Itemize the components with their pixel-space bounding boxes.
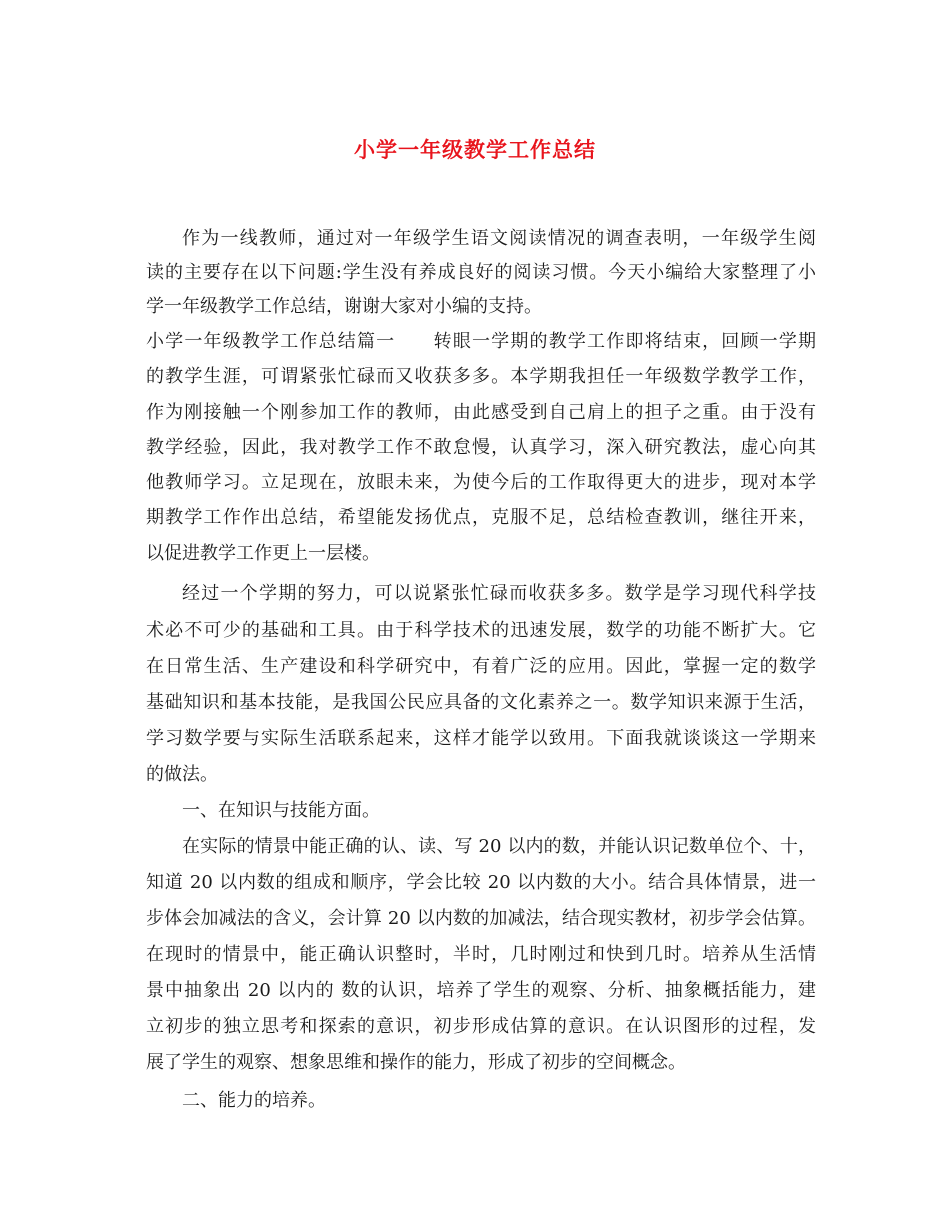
paragraph-line: 教学经验，因此，我对教学工作不敢怠慢，认真学习，深入研究教法，虚心向其 bbox=[146, 437, 816, 458]
paragraph-line: 作为一线教师，通过对一年级学生语文阅读情况的调查表明，一年级学生阅 bbox=[182, 228, 816, 249]
section-heading: 一、在知识与技能方面。 bbox=[182, 800, 380, 821]
paragraph-line: 他教师学习。立足现在，放眼未来，为使今后的工作取得更大的进步，现对本学 bbox=[146, 472, 816, 493]
paragraph-line: 术必不可少的基础和工具。由于科学技术的迅速发展，数学的功能不断扩大。它 bbox=[146, 620, 816, 641]
paragraph-line: 的做法。 bbox=[146, 764, 218, 785]
document-title: 小学一年级教学工作总结 bbox=[354, 137, 596, 162]
paragraph-line: 立初步的独立思考和探索的意识，初步形成估算的意识。在认识图形的过程，发 bbox=[146, 1016, 816, 1037]
section-heading: 二、能力的培养。 bbox=[182, 1090, 326, 1111]
paragraph-line: 知道 20 以内数的组成和顺序，学会比较 20 以内数的大小。结合具体情景，进一 bbox=[146, 872, 816, 893]
paragraph-line: 在实际的情景中能正确的认、读、写 20 以内的数，并能认识记数单位个、十， bbox=[182, 836, 816, 857]
paragraph-line: 在现时的情景中，能正确认识整时，半时，几时刚过和快到几时。培养从生活情 bbox=[146, 944, 816, 965]
paragraph-line: 展了学生的观察、想象思维和操作的能力，形成了初步的空间概念。 bbox=[146, 1052, 686, 1073]
paragraph-line: 以促进教学工作更上一层楼。 bbox=[146, 543, 380, 564]
paragraph-line: 在日常生活、生产建设和科学研究中，有着广泛的应用。因此，掌握一定的数学 bbox=[146, 656, 816, 677]
paragraph-line: 基础知识和基本技能，是我国公民应具备的文化素养之一。数学知识来源于生活， bbox=[146, 692, 816, 713]
paragraph-line: 景中抽象出 20 以内的 数的认识，培养了学生的观察、分析、抽象概括能力，建 bbox=[146, 980, 816, 1001]
paragraph-line: 学习数学要与实际生活联系起来，这样才能学以致用。下面我就谈谈这一学期来 bbox=[146, 728, 816, 749]
paragraph-line: 学一年级教学工作总结，谢谢大家对小编的支持。 bbox=[146, 296, 542, 317]
paragraph-line: 的教学生涯，可谓紧张忙碌而又收获多多。本学期我担任一年级数学教学工作， bbox=[146, 366, 816, 387]
paragraph-line: 步体会加减法的含义，会计算 20 以内数的加减法，结合现实教材，初步学会估算。 bbox=[146, 908, 816, 929]
paragraph-line: 小学一年级教学工作总结篇一 转眼一学期的教学工作即将结束，回顾一学期 bbox=[146, 331, 816, 352]
paragraph-line: 期教学工作作出总结，希望能发扬优点，克服不足，总结检查教训，继往开来， bbox=[146, 507, 816, 528]
paragraph-line: 经过一个学期的努力，可以说紧张忙碌而收获多多。数学是学习现代科学技 bbox=[182, 583, 816, 604]
paragraph-line: 读的主要存在以下问题:学生没有养成良好的阅读习惯。今天小编给大家整理了小 bbox=[146, 262, 816, 283]
paragraph-line: 作为刚接触一个刚参加工作的教师，由此感受到自己肩上的担子之重。由于没有 bbox=[146, 402, 816, 423]
